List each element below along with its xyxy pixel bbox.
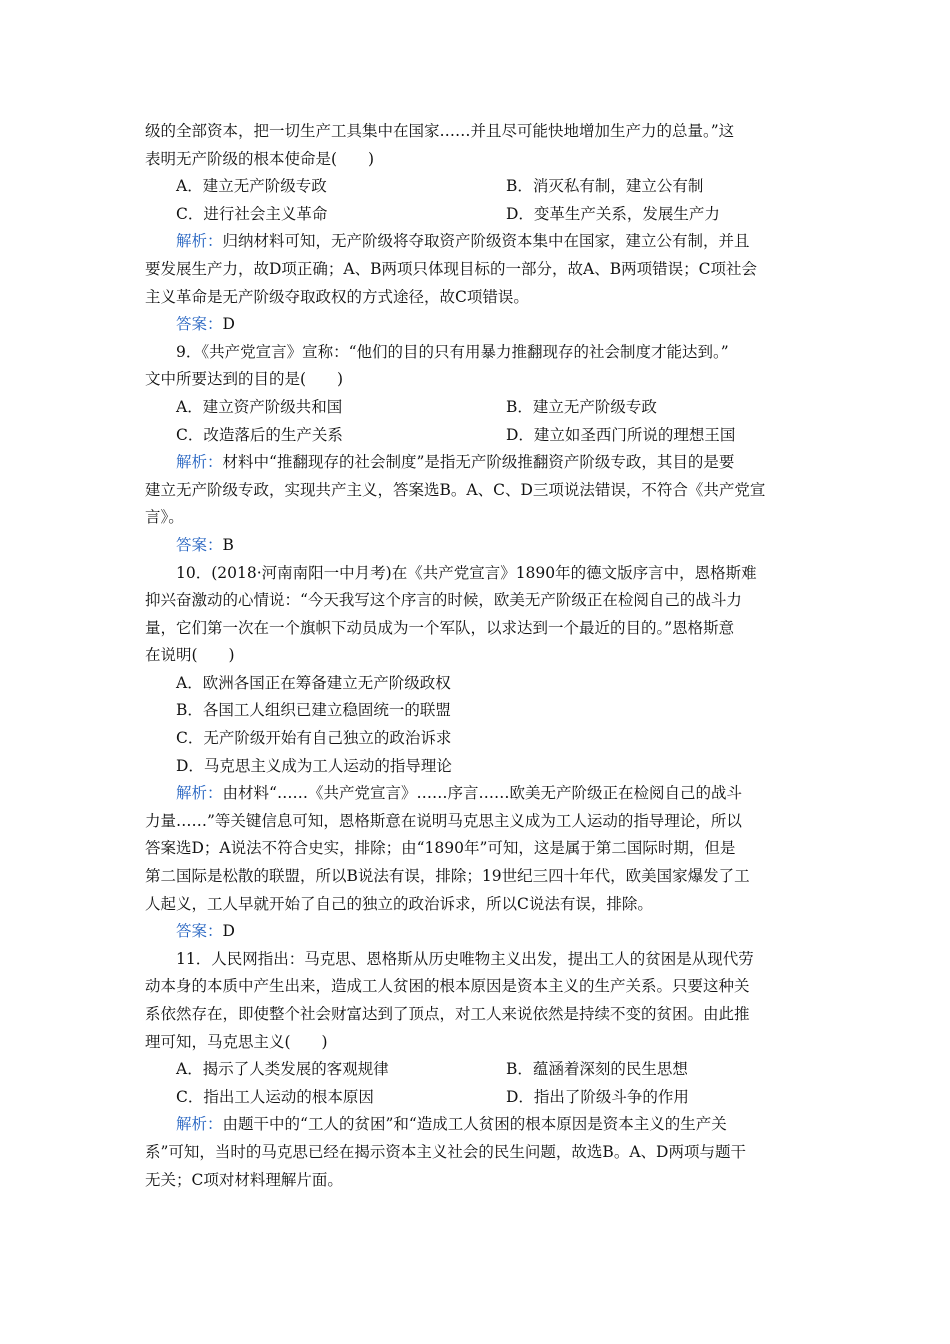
option-a: A．欧洲各国正在筹备建立无产阶级政权 — [176, 673, 451, 692]
option-d: D．建立如圣西门所说的理想王国 — [506, 425, 736, 444]
question-stem-line: 在说明( ) — [145, 646, 235, 665]
question-9 — [145, 339, 815, 560]
answer-line — [145, 918, 815, 946]
answer-line — [145, 532, 815, 560]
answer-value: B — [222, 535, 234, 554]
option-c: C．进行社会主义革命 — [176, 204, 328, 223]
analysis-line: 要发展生产力，故D项正确；A、B两项只体现目标的一部分，故A、B两项错误；C项社会 — [145, 259, 757, 278]
option-c: C．无产阶级开始有自己独立的政治诉求 — [176, 729, 452, 748]
question-stem-line: 系依然存在，即使整个社会财富达到了顶点，对工人来说依然是持续不变的贫困。由此推 — [145, 1005, 750, 1023]
analysis-text: 归纳材料可知，无产阶级将夺取资产阶级资本集中在国家，建立公有制，并且 — [222, 232, 750, 251]
answer-label: 答案： — [176, 535, 223, 554]
analysis-line: 无关；C项对材料理解片面。 — [145, 1170, 343, 1189]
option-d: D．马克思主义成为工人运动的指导理论 — [176, 756, 452, 775]
option-d: D．指出了阶级斗争的作用 — [506, 1087, 689, 1106]
options-row — [145, 1056, 815, 1084]
answer-label: 答案： — [176, 315, 223, 334]
option-b: B．蕴涵着深刻的民生思想 — [506, 1060, 688, 1079]
analysis-line: 系”可知，当时的马克思已经在揭示资本主义社会的民生问题，故选B。A、D两项与题干 — [145, 1142, 746, 1161]
option-b: B．消灭私有制，建立公有制 — [506, 177, 704, 196]
analysis-line — [145, 1111, 815, 1139]
analysis-label: 解析： — [176, 1115, 223, 1134]
question-stem-line: 11．人民网指出：马克思、恩格斯从历史唯物主义出发，提出工人的贫困是从现代劳 — [176, 949, 754, 968]
analysis-label: 解析： — [176, 784, 223, 803]
options-row — [145, 422, 815, 450]
option-a: A．建立资产阶级共和国 — [176, 397, 343, 416]
options-row — [145, 394, 815, 422]
analysis-line: 建立无产阶级专政，实现共产主义，答案选B。A、C、D三项说法错误，不符合《共产党宣 — [145, 480, 766, 499]
analysis-line: 答案选D；A说法不符合史实，排除；由“1890年”可知，这是属于第二国际时期，但是 — [145, 839, 736, 858]
analysis-line — [145, 228, 815, 256]
option-c: C．指出工人运动的根本原因 — [176, 1087, 374, 1106]
question-stem-line: 动本身的本质中产生出来，造成工人贫困的根本原因是资本主义的生产关系。只要这种关 — [145, 977, 750, 996]
analysis-line: 言》。 — [145, 508, 184, 527]
question-10 — [145, 560, 815, 946]
option-b: B．建立无产阶级专政 — [506, 397, 657, 416]
answer-line — [145, 311, 815, 339]
analysis-text: 由材料“……《共产党宣言》……序言……欧美无产阶级正在检阅自己的战斗 — [222, 784, 742, 803]
answer-label: 答案： — [176, 922, 223, 941]
analysis-text: 材料中“推翻现存的社会制度”是指无产阶级推翻资产阶级专政，其目的是要 — [222, 453, 735, 472]
analysis-line: 第二国际是松散的联盟，所以B说法有误，排除；19世纪三四十年代，欧美国家爆发了工 — [145, 867, 750, 886]
question-11 — [145, 946, 815, 1194]
option-a: A．揭示了人类发展的客观规律 — [176, 1060, 389, 1079]
options-row — [145, 201, 815, 229]
question-stem-line: 表明无产阶级的根本使命是( ) — [145, 149, 375, 168]
analysis-line: 力量……”等关键信息可知，恩格斯意在说明马克思主义成为工人运动的指导理论，所以 — [145, 811, 742, 830]
document-page — [145, 118, 815, 1194]
option-a: A．建立无产阶级专政 — [176, 177, 327, 196]
options-row — [145, 173, 815, 201]
analysis-text: 由题干中的“工人的贫困”和“造成工人贫困的根本原因是资本主义的生产关 — [222, 1115, 727, 1134]
question-stem-line: 文中所要达到的目的是( ) — [145, 370, 344, 389]
answer-value: D — [222, 315, 235, 334]
analysis-label: 解析： — [176, 453, 223, 472]
option-b: B．各国工人组织已建立稳固统一的联盟 — [176, 701, 451, 720]
analysis-label: 解析： — [176, 232, 223, 251]
options-row — [145, 1084, 815, 1112]
analysis-line — [145, 780, 815, 808]
question-stem-line: 量，它们第一次在一个旗帜下动员成为一个军队，以求达到一个最近的目的。”恩格斯意 — [145, 618, 735, 637]
option-d: D．变革生产关系，发展生产力 — [506, 204, 720, 223]
question-stem-line: 理可知，马克思主义( ) — [145, 1032, 328, 1051]
option-c: C．改造落后的生产关系 — [176, 425, 343, 444]
question-stem-line: 抑兴奋激动的心情说：“今天我写这个序言的时候，欧美无产阶级正在检阅自己的战斗力 — [145, 591, 742, 610]
answer-value: D — [222, 922, 235, 941]
question-stem-line: 9．《共产党宣言》宣称：“他们的目的只有用暴力推翻现存的社会制度才能达到。” — [176, 342, 729, 361]
analysis-line — [145, 449, 815, 477]
analysis-line: 主义革命是无产阶级夺取政权的方式途径，故C项错误。 — [145, 287, 529, 306]
question-stem-line: 10．(2018·河南南阳一中月考)在《共产党宣言》1890年的德文版序言中，恩格斯难 — [176, 563, 757, 582]
question-8 — [145, 118, 815, 339]
analysis-line: 人起义，工人早就开始了自己的独立的政治诉求，所以C说法有误，排除。 — [145, 894, 653, 913]
question-stem-line: 级的全部资本，把一切生产工具集中在国家……并且尽可能快地增加生产力的总量。”这 — [145, 122, 735, 140]
